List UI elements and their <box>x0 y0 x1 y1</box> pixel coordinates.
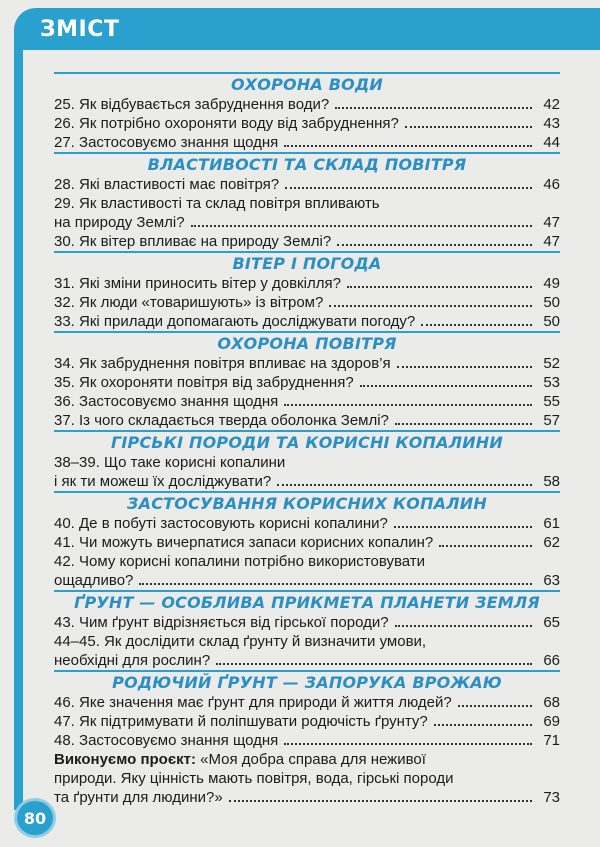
entry-text: ощадливо? <box>54 572 134 589</box>
entry-text: і як ти можеш їх досліджувати? <box>54 473 272 490</box>
entry-page-number: 61 <box>543 515 560 532</box>
entry-line <box>54 651 560 670</box>
dot-leader <box>335 107 532 109</box>
project-lead-1 <box>54 750 560 769</box>
entry-text: 47. Як підтримувати й поліпшувати родючість ґрунту? <box>54 713 428 730</box>
dot-leader <box>284 743 532 745</box>
section-title: ВЛАСТИВОСТІ ТА СКЛАД ПОВІТРЯ <box>147 155 467 174</box>
entry-page-number: 65 <box>543 614 560 631</box>
table-of-contents <box>54 72 560 807</box>
section-title: РОДЮЧИЙ ҐРУНТ — ЗАПОРУКА ВРОЖАЮ <box>112 673 502 692</box>
toc-entry[interactable] <box>54 453 560 491</box>
entry-text: 31. Які зміни приносить вітер у довкілля? <box>54 275 341 292</box>
toc-entry[interactable] <box>54 293 560 312</box>
entry-text: 41. Чи можуть вичерпатися запаси корисних копалин? <box>54 534 434 551</box>
dot-leader <box>139 583 532 585</box>
toc-entry[interactable] <box>54 613 560 632</box>
entry-page-number: 47 <box>543 214 560 231</box>
page-title: ЗМІСТ <box>40 17 120 42</box>
toc-entry[interactable] <box>54 373 560 392</box>
toc-section <box>54 72 560 152</box>
toc-entry[interactable] <box>54 552 560 590</box>
entry-text: 46. Яке значення має ґрунт для природи й життя людей? <box>54 694 452 711</box>
entry-line <box>54 712 560 731</box>
entry-page-number: 69 <box>543 713 560 730</box>
entry-page-number: 53 <box>543 374 560 391</box>
toc-section <box>54 491 560 590</box>
toc-entry[interactable] <box>54 175 560 194</box>
entry-text: 27. Застосовуємо знання щодня <box>54 134 279 151</box>
dot-leader <box>405 126 532 128</box>
toc-entry[interactable] <box>54 514 560 533</box>
section-title: ҐРУНТ — ОСОБЛИВА ПРИКМЕТА ПЛАНЕТИ ЗЕМЛЯ <box>74 593 540 612</box>
entry-text: на природу Землі? <box>54 214 185 231</box>
toc-section <box>54 670 560 750</box>
entry-page-number: 46 <box>543 176 560 193</box>
entry-text-lead: 42. Чому корисні копалини потрібно використовувати <box>54 553 426 570</box>
entry-line <box>54 213 560 232</box>
dot-leader <box>216 663 532 665</box>
entry-text: необхідні для рослин? <box>54 652 211 669</box>
project-entry[interactable] <box>54 750 560 807</box>
dot-leader <box>397 366 532 368</box>
entry-line <box>54 373 560 392</box>
dot-leader <box>284 404 532 406</box>
entry-line <box>54 392 560 411</box>
entry-page-number: 71 <box>543 732 560 749</box>
project-label: Виконуємо проєкт: <box>54 751 196 768</box>
entry-line <box>54 133 560 152</box>
toc-entry[interactable] <box>54 194 560 232</box>
entry-line <box>54 514 560 533</box>
dot-leader <box>421 324 532 326</box>
section-title: ОХОРОНА ПОВІТРЯ <box>217 334 397 353</box>
toc-entry[interactable] <box>54 712 560 731</box>
dot-leader <box>360 385 532 387</box>
dot-leader <box>394 526 532 528</box>
toc-entry[interactable] <box>54 693 560 712</box>
toc-section <box>54 152 560 251</box>
section-title: ГІРСЬКІ ПОРОДИ ТА КОРИСНІ КОПАЛИНИ <box>111 433 503 452</box>
entry-page-number: 44 <box>543 134 560 151</box>
dot-leader <box>191 225 532 227</box>
dot-leader <box>229 800 532 802</box>
entry-text: 43. Чим ґрунт відрізняється від гірської породи? <box>54 614 389 631</box>
toc-entry[interactable] <box>54 632 560 670</box>
dot-leader <box>439 545 532 547</box>
entry-line <box>54 472 560 491</box>
entry-page-number: 63 <box>543 572 560 589</box>
entry-page-number: 52 <box>543 355 560 372</box>
entry-page-number: 49 <box>543 275 560 292</box>
toc-section <box>54 430 560 491</box>
entry-line <box>54 693 560 712</box>
toc-entry[interactable] <box>54 392 560 411</box>
entry-page-number: 55 <box>543 393 560 410</box>
entry-line <box>54 114 560 133</box>
entry-text: 34. Як забруднення повітря впливає на здоров’я <box>54 355 391 372</box>
entry-line <box>54 95 560 114</box>
toc-entry[interactable] <box>54 533 560 552</box>
entry-line <box>54 731 560 750</box>
entry-page-number: 50 <box>543 294 560 311</box>
entry-text: 25. Як відбувається забруднення води? <box>54 96 330 113</box>
entry-text: 26. Як потрібно охороняти воду від забруднення? <box>54 115 399 132</box>
project-lead-1-text: «Моя добра справа для неживої <box>200 751 426 768</box>
dot-leader <box>285 187 532 189</box>
entry-page-number: 42 <box>543 96 560 113</box>
entry-text: 35. Як охороняти повітря від забруднення? <box>54 374 354 391</box>
entry-text: 28. Які властивості має повітря? <box>54 176 280 193</box>
dot-leader <box>337 244 532 246</box>
toc-entry[interactable] <box>54 274 560 293</box>
entry-page-number: 43 <box>543 115 560 132</box>
dot-leader <box>277 484 532 486</box>
page-number-badge: 80 <box>14 798 56 838</box>
entry-page-number: 57 <box>543 412 560 429</box>
section-title: ВІТЕР І ПОГОДА <box>232 254 382 273</box>
entry-text-lead: 29. Як властивості та склад повітря впливають <box>54 195 380 212</box>
entry-page-number: 73 <box>543 789 560 806</box>
toc-section <box>54 251 560 331</box>
entry-line <box>54 411 560 430</box>
toc-entry[interactable] <box>54 232 560 251</box>
entry-page-number: 68 <box>543 694 560 711</box>
entry-text: 36. Застосовуємо знання щодня <box>54 393 279 410</box>
dot-leader <box>395 625 532 627</box>
side-accent-bar <box>14 50 23 810</box>
entry-line <box>54 613 560 632</box>
entry-line <box>54 788 560 807</box>
entry-page-number: 58 <box>543 473 560 490</box>
entry-line <box>54 312 560 331</box>
entry-line <box>54 571 560 590</box>
entry-page-number: 47 <box>543 233 560 250</box>
entry-line <box>54 293 560 312</box>
entry-line <box>54 533 560 552</box>
entry-text: 40. Де в побуті застосовують корисні копалини? <box>54 515 388 532</box>
toc-entry[interactable] <box>54 731 560 750</box>
dot-leader <box>434 724 532 726</box>
entry-text-lead: 44–45. Як дослідити склад ґрунту й визначити умови, <box>54 633 427 650</box>
entry-page-number: 66 <box>543 652 560 669</box>
dot-leader <box>284 145 532 147</box>
entry-page-number: 62 <box>543 534 560 551</box>
dot-leader <box>395 423 532 425</box>
entry-text-lead: 38–39. Що таке корисні копалини <box>54 454 286 471</box>
entry-page-number: 50 <box>543 313 560 330</box>
entry-text: 32. Як люди «товаришують» із вітром? <box>54 294 324 311</box>
entry-text: 48. Застосовуємо знання щодня <box>54 732 279 749</box>
section-title: ЗАСТОСУВАННЯ КОРИСНИХ КОПАЛИН <box>127 494 487 513</box>
entry-text: 37. Із чого складається тверда оболонка Землі? <box>54 412 389 429</box>
entry-text: 30. Як вітер впливає на природу Землі? <box>54 233 332 250</box>
toc-entry[interactable] <box>54 114 560 133</box>
entry-line <box>54 175 560 194</box>
entry-line <box>54 232 560 251</box>
toc-entry[interactable] <box>54 354 560 373</box>
toc-section <box>54 590 560 670</box>
project-text: та ґрунти для людини?» <box>54 789 223 806</box>
toc-entry[interactable] <box>54 133 560 152</box>
entry-line <box>54 354 560 373</box>
dot-leader <box>329 305 532 307</box>
project-lead-2: природи. Яку цінність мають повітря, вода, гірські породи <box>54 770 454 787</box>
toc-entry[interactable] <box>54 411 560 430</box>
dot-leader <box>458 705 532 707</box>
contents-header <box>14 8 600 50</box>
toc-section <box>54 331 560 430</box>
entry-line <box>54 274 560 293</box>
entry-text: 33. Які прилади допомагають досліджувати погоду? <box>54 313 416 330</box>
toc-entry[interactable] <box>54 312 560 331</box>
section-title: ОХОРОНА ВОДИ <box>230 75 384 94</box>
toc-entry[interactable] <box>54 95 560 114</box>
dot-leader <box>347 286 532 288</box>
